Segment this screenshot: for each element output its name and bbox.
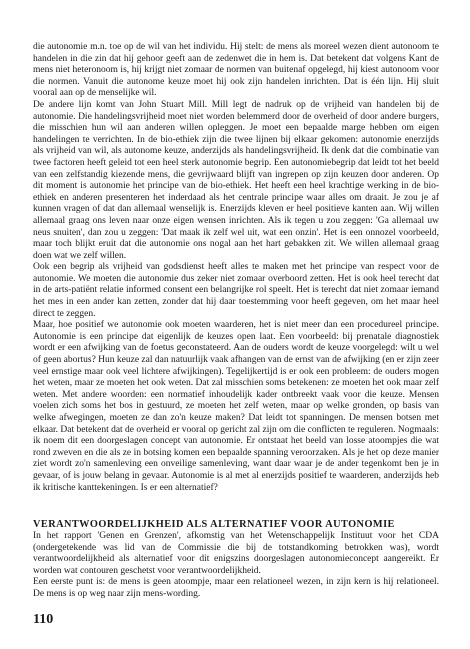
page-number: 110: [33, 612, 54, 627]
paragraph-relational-being: Een eerste punt is: de mens is geen atoompje, maar een relationeel wezen, in zijn kern is hij relationeel. De mens is op weg naar zijn mens-wording.: [33, 577, 439, 599]
paragraph-religious-freedom: Ook een begrip als vrijheid van godsdienst heeft alles te maken met het principe van respect voor de autonomie. We moeten die autonomie dus zeker niet zomaar overboord zetten. Het is ook heel terecht dat in de arts-patiënt relatie informed consent een belangrijke rol speelt. Het is terecht dat niet zomaar iemand het mes in een ander kan zetten, zonder dat hij daar toestemming voor heeft gegeven, om het maar heel direct te zeggen.: [33, 262, 439, 319]
section-heading: VERANTWOORDELIJKHEID ALS ALTERNATIEF VOOR AUTONOMIE: [33, 519, 395, 530]
paragraph-genen-en-grenzen: In het rapport 'Genen en Grenzen', afkomstig van het Wetenschappelijk Instituut voor het CDA (ondergetekende was lid van de Commissie die bij de totstandkoming betrokken was), wordt verantwoordelijkheid als alternatief voor dit enigszins doorgeslagen autonomieconcept aangereikt. Er worden wat contouren geschetst voor verantwoordelijkheid.: [33, 531, 439, 576]
paragraph-procedural-principle: Maar, hoe positief we autonomie ook moeten waarderen, het is niet meer dan een procedureel principe. Autonomie is een principe dat eigenlijk de keuzes open laat. Een voorbeeld: bij prenatale diagnostiek wordt er een afwijking van de foetus geconstateerd. Aan de ouders wordt de keuze voorgelegd: wilt u wel of geen abortus? Hun keuze zal dan natuurlijk vaak afhangen van de ernst van de afwijking (en er zijn zeer veel ernstige maar ook veel lichtere afwijkingen). Tegelijkertijd is er ook een probleem: de ouders mogen het weten, maar ze moeten het ook weten. Dat zal misschien soms betekenen: ze moeten het ook maar zelf weten. Met andere woorden: een normatief inhoudelijk kader ontbreekt vaak voor die keuze. Mensen voelen zich soms het bos in gestuurd, ze moeten het zelf weten, maar op welke gronden, op basis van welke afwegingen, moeten ze dan zo'n keuze maken? Dat leidt tot spanningen. De mensen botsen met elkaar. Dat betekent dat de overheid er vooral op gericht zal zijn om die conflicten te reguleren. Nogmaals: ik noem dit een doorgeslagen concept van autonomie. Er ontstaat het beeld van losse atoompjes die wat rond zweven en die als ze in botsing komen een bepaalde spanning veroorzaken. Als je het op deze manier ziet wordt zo'n samenleving een onveilige samenleving, want daar waar je de ander tegenkomt ben je in gevaar, of is jouw belang in gevaar. Autonomie is al met al enerzijds positief te waarderen, anderzijds heb ik kritische kanttekeningen. Is er een alternatief?: [33, 320, 439, 493]
paragraph-kant-autonomy: die autonomie m.n. toe op de wil van het individu. Hij stelt: de mens als moreel wezen dient autonoom te handelen in die zin dat hij gehoor geeft aan de zedenwet die in hem is. Dat betekent dat volgens Kant de mens niet heteronoom is, hij krijgt niet zomaar de normen van buitenaf opgelegd, hij kiest autonoom voor die normen. Vanuit die autonome keuze moet hij ook zijn handelen inrichten. Dat is één lijn. Hij sluit vooral aan op de menselijke wil.: [33, 42, 439, 99]
section-text: [33, 531, 439, 601]
body-text: [33, 42, 439, 494]
paragraph-mill-autonomy: De andere lijn komt van John Stuart Mill. Mill legt de nadruk op de vrijheid van handelen bij de autonomie. Die handelingsvrijheid moet niet worden belemmerd door de overheid of door andere burgers, die misschien hun wil aan anderen willen opleggen. Je moet een bepaalde marge hebben om eigen handelingen te verrichten. In de bio-ethiek zijn die twee lijnen bij elkaar gekomen: autonomie enerzijds als vrijheid van wil, als autonome keuze, anderzijds als handelingsvrijheid. Ik denk dat die combinatie van twee factoren heeft geleid tot een heel sterk autonomie begrip. Een autonomiebegrip dat leidt tot het beeld van een zelfstandig kiezende mens, die gevrijwaard blijft van ingrepen op zijn keuzen door anderen. Op dit moment is autonomie het principe van de bio-ethiek. Het heeft een heel krachtige werking in de bio-ethiek en anderen presenteren het inderdaad als het centrale principe waar alles om draait. Je zou je af kunnen vragen of dat dan allemaal wenselijk is. Enerzijds kleven er heel positieve kanten aan. Wij willen allemaal graag ons leven naar onze eigen wensen inrichten. Als ik tegen u zou zeggen: 'Ga allemaal uw neus snuiten', dan zou u zeggen: 'Dat maak ik zelf wel uit, wat een onzin'. Het is een onnozel voorbeeld, maar toch blijkt eruit dat die autonomie ons nogal aan het hart gebakken zit. We willen allemaal graag doen wat we zelf willen.: [33, 99, 439, 261]
